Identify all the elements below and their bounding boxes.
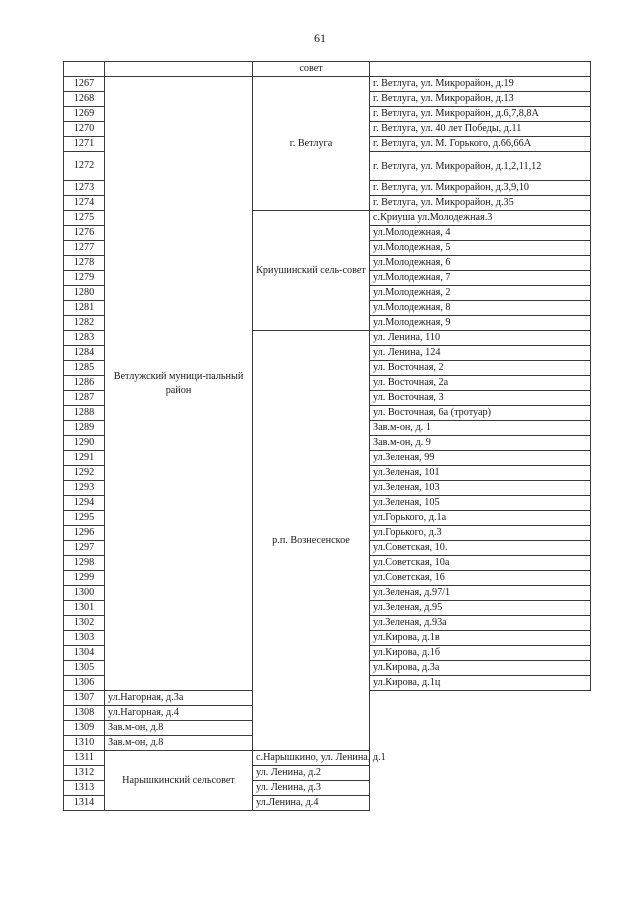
row-number: [64, 62, 105, 77]
row-number: 1282: [64, 316, 105, 331]
row-number: 1308: [64, 706, 105, 721]
address-cell: Зав.м-он, д. 9: [370, 436, 591, 451]
address-cell: ул.Кирова, д.3а: [370, 661, 591, 676]
row-number: 1280: [64, 286, 105, 301]
address-cell: г. Ветлуга, ул. Микрорайон, д.1,2,11,12: [370, 152, 591, 181]
address-cell: ул.Зеленая, 103: [370, 481, 591, 496]
row-number: 1269: [64, 107, 105, 122]
row-number: 1278: [64, 256, 105, 271]
address-cell: г. Ветлуга, ул. Микрорайон, д.3,9,10: [370, 181, 591, 196]
row-number: 1307: [64, 691, 105, 706]
row-number: 1287: [64, 391, 105, 406]
row-number: 1296: [64, 526, 105, 541]
row-number: 1271: [64, 137, 105, 152]
row-number: 1270: [64, 122, 105, 137]
address-cell: ул.Ленина, д.4: [253, 796, 370, 811]
address-cell: Зав.м-он, д.8: [105, 736, 253, 751]
address-cell: Зав.м-он, д. 1: [370, 421, 591, 436]
district-cell: Ветлужский муници-пальный район: [105, 77, 253, 691]
row-number: 1276: [64, 226, 105, 241]
row-number: 1284: [64, 346, 105, 361]
row-number: 1300: [64, 586, 105, 601]
row-number: 1291: [64, 451, 105, 466]
row-number: 1277: [64, 241, 105, 256]
address-cell: ул.Зеленая, 105: [370, 496, 591, 511]
settlement-cell: Криушинский сель-совет: [253, 211, 370, 331]
address-cell: ул.Кирова, д.1б: [370, 646, 591, 661]
row-number: 1298: [64, 556, 105, 571]
row-number: 1294: [64, 496, 105, 511]
row-number: 1311: [64, 751, 105, 766]
address-cell: ул.Молодежная, 5: [370, 241, 591, 256]
address-cell: ул.Молодежная, 2: [370, 286, 591, 301]
row-number: 1290: [64, 436, 105, 451]
row-number: 1274: [64, 196, 105, 211]
address-cell: Зав.м-он, д.8: [105, 721, 253, 736]
address-cell: ул.Советская, 16: [370, 571, 591, 586]
address-cell: г. Ветлуга, ул. Микрорайон, д.13: [370, 92, 591, 107]
address-cell: г. Ветлуга, ул. Микрорайон, д.6,7,8,8А: [370, 107, 591, 122]
address-cell: ул. Ленина, 110: [370, 331, 591, 346]
row-number: 1297: [64, 541, 105, 556]
row-number: 1305: [64, 661, 105, 676]
row-number: 1279: [64, 271, 105, 286]
row-number: 1292: [64, 466, 105, 481]
row-number: 1285: [64, 361, 105, 376]
address-cell: ул. Восточная, 2: [370, 361, 591, 376]
row-number: 1275: [64, 211, 105, 226]
page-number: 61: [314, 31, 326, 45]
row-number: 1289: [64, 421, 105, 436]
row-number: 1283: [64, 331, 105, 346]
address-cell: ул.Советская, 10.: [370, 541, 591, 556]
settlement-cell: Нарышкинский сельсовет: [105, 751, 253, 811]
address-cell: г. Ветлуга, ул. М. Горького, д.66,66А: [370, 137, 591, 152]
row-number: 1293: [64, 481, 105, 496]
address-cell: ул. Восточная, 3: [370, 391, 591, 406]
row-number: 1310: [64, 736, 105, 751]
address-cell: ул.Молодежная, 7: [370, 271, 591, 286]
row-number: 1303: [64, 631, 105, 646]
address-cell: ул.Зеленая, д.97/1: [370, 586, 591, 601]
address-cell: ул.Молодежная, 9: [370, 316, 591, 331]
address-cell: ул. Ленина, д.3: [253, 781, 370, 796]
address-cell: ул.Зеленая, д.95: [370, 601, 591, 616]
address-cell: с.Нарышкино, ул. Ленина, д.1: [253, 751, 370, 766]
address-cell: ул.Зеленая, д.93а: [370, 616, 591, 631]
settlement-cell: р.п. Вознесенское: [253, 331, 370, 751]
address-cell: ул. Восточная, 2а: [370, 376, 591, 391]
address-cell: г. Ветлуга, ул. Микрорайон, д.19: [370, 77, 591, 92]
row-number: 1313: [64, 781, 105, 796]
address-cell: [370, 62, 591, 77]
address-cell: г. Ветлуга, ул. 40 лет Победы, д.11: [370, 122, 591, 137]
row-number: 1295: [64, 511, 105, 526]
row-number: 1286: [64, 376, 105, 391]
district-cell: [105, 62, 253, 77]
address-cell: ул.Горького, д.3: [370, 526, 591, 541]
settlement-cell: совет: [253, 62, 370, 77]
address-cell: ул. Восточная, 6а (тротуар): [370, 406, 591, 421]
table-row: [64, 751, 591, 766]
row-number: 1314: [64, 796, 105, 811]
table-row: [64, 77, 591, 92]
address-cell: ул.Зеленая, 99: [370, 451, 591, 466]
continuation-row: [64, 62, 591, 77]
address-cell: ул.Молодежная, 6: [370, 256, 591, 271]
row-number: 1312: [64, 766, 105, 781]
row-number: 1268: [64, 92, 105, 107]
address-cell: ул. Ленина, 124: [370, 346, 591, 361]
row-number: 1272: [64, 152, 105, 181]
address-cell: ул. Ленина, д.2: [253, 766, 370, 781]
row-number: 1309: [64, 721, 105, 736]
registry-table: [63, 61, 591, 811]
row-number: 1302: [64, 616, 105, 631]
address-cell: ул.Зеленая, 101: [370, 466, 591, 481]
address-cell: с.Криуша ул.Молодежная.3: [370, 211, 591, 226]
settlement-cell: г. Ветлуга: [253, 77, 370, 211]
row-number: 1267: [64, 77, 105, 92]
row-number: 1273: [64, 181, 105, 196]
address-cell: ул.Нагорная, д.3а: [105, 691, 253, 706]
address-cell: ул.Кирова, д.1ц: [370, 676, 591, 691]
registry-table-body: [64, 62, 591, 811]
address-cell: г. Ветлуга, ул. Микрорайон, д.35: [370, 196, 591, 211]
address-cell: ул.Кирова, д.1в: [370, 631, 591, 646]
row-number: 1304: [64, 646, 105, 661]
address-cell: ул.Нагорная, д.4: [105, 706, 253, 721]
row-number: 1299: [64, 571, 105, 586]
row-number: 1281: [64, 301, 105, 316]
row-number: 1301: [64, 601, 105, 616]
address-cell: ул.Молодежная, 8: [370, 301, 591, 316]
row-number: 1306: [64, 676, 105, 691]
address-cell: ул.Советская, 10а: [370, 556, 591, 571]
row-number: 1288: [64, 406, 105, 421]
address-cell: ул.Молодежная, 4: [370, 226, 591, 241]
address-cell: ул.Горького, д.1а: [370, 511, 591, 526]
